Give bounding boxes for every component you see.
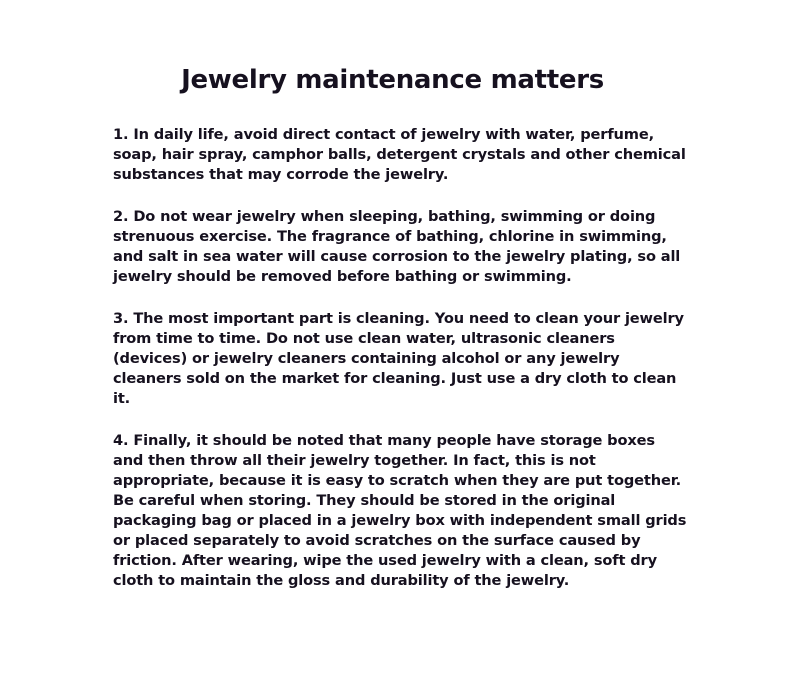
tip-paragraph-4: 4. Finally, it should be noted that many people have storage boxes and then throw all their jewelry together. In fact, this is not appropriate, because it is easy to scratch when they are put together. Be careful when storing. They should be stored in the original packaging bag or placed in a jewelry box with independent small grids or placed separately to avoid scratches on the surface caused by friction. After wearing, wipe the used jewelry with a clean, soft dry cloth to maintain the gloss and durability of the jewelry. xyxy=(113,432,687,589)
tip-paragraph-3: 3. The most important part is cleaning. You need to clean your jewelry from time to time. Do not use clean water, ultrasonic cleaners (devices) or jewelry cleaners containing alcohol or any jewelry cleaners sold on the market for cleaning. Just use a dry cloth to clean it. xyxy=(113,310,684,407)
page-title: Jewelry maintenance matters xyxy=(181,65,604,95)
maintenance-tips-list xyxy=(113,125,688,591)
tip-paragraph-2: 2. Do not wear jewelry when sleeping, bathing, swimming or doing strenuous exercise. The fragrance of bathing, chlorine in swimming, and salt in sea water will cause corrosion to the jewelry plating, so all jewelry should be removed before bathing or swimming. xyxy=(113,208,681,285)
tip-paragraph-1: 1. In daily life, avoid direct contact of jewelry with water, perfume, soap, hair spray, camphor balls, detergent crystals and other chemical substances that may corrode the jewelry. xyxy=(113,126,686,183)
